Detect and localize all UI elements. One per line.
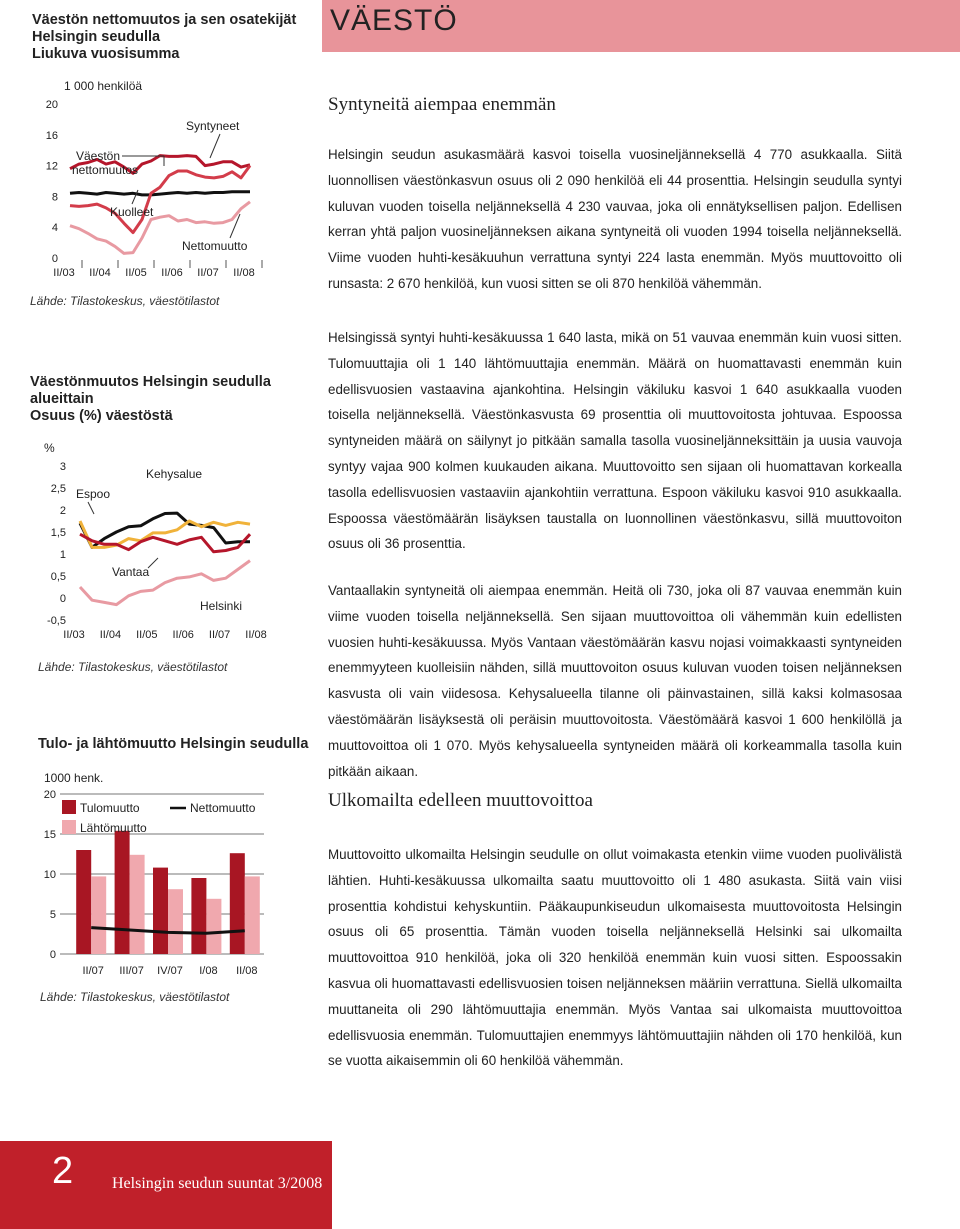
- x-tick-label: II/08: [236, 965, 258, 977]
- y-tick-label: 2,5: [50, 483, 66, 495]
- y-axis-unit: %: [44, 441, 55, 455]
- bar-tulomuutto: [153, 868, 168, 954]
- chart1-title: [32, 12, 296, 63]
- chart1-title-line: Liukuva vuosisumma: [32, 46, 180, 62]
- x-tick-label: II/03: [53, 267, 75, 279]
- bar-lahtomuutto: [91, 876, 106, 954]
- legend-label-tulomuutto: Tulomuutto: [80, 801, 140, 815]
- label-nettomuutos: nettomuutos: [72, 163, 139, 177]
- y-axis-unit: 1 000 henkilöä: [64, 79, 143, 93]
- bar-tulomuutto: [76, 850, 91, 954]
- y-tick-label: 20: [45, 99, 58, 111]
- y-axis-unit: 1000 henk.: [44, 771, 104, 785]
- bar-tulomuutto: [230, 853, 245, 954]
- x-tick-label: II/05: [125, 267, 147, 279]
- x-tick-label: II/06: [161, 267, 183, 279]
- y-tick-label: 0,5: [50, 571, 66, 583]
- legend-swatch-tulomuutto: [62, 800, 76, 814]
- y-tick-label: 12: [45, 160, 58, 173]
- x-tick-label: II/07: [197, 267, 219, 279]
- x-tick-label: I/08: [199, 965, 218, 977]
- leader-line: [148, 558, 158, 568]
- chart3-svg: [28, 770, 298, 980]
- chart2-title-line: alueittain: [30, 391, 94, 407]
- y-tick-label: 20: [43, 789, 56, 801]
- y-tick-label: 3: [59, 461, 66, 473]
- article-paragraph-3: Vantaallakin syntyneitä oli aiempaa enemmän. Heitä oli 730, joka oli 87 vauvaa enemmän kuin viime vuoden toisella neljänneksellä. Sen sijaan muuttovoittoa oli vähemmän kuin edellisten vuosien huhti-kesäkuussa. Myös Vantaan väestömäärän kasvu nojasi voimakkaasti syntyneiden enemmyyteen kuolleisiin nähden, sillä muuttovoiton osuus kuluvan vuoden toisen neljänneksen kasvusta oli vain viidesosa. Kehysalueella tilanne oli päinvastainen, sillä kaksi kolmasosaa väestömäärän lisäyksestä oli peräisin muuttovoitosta. Väestömäärä kasvoi 1 600 henkilöllä ja muuttovoittoa oli 1 070. Myös kehysalueella syntyneiden määrä oli korkeammalla tasolla kuin pitkään aikaan.: [328, 583, 902, 779]
- x-tick-label: II/06: [172, 629, 194, 641]
- y-tick-label: 1: [59, 549, 66, 561]
- y-tick-label: 5: [49, 909, 56, 921]
- bar-lahtomuutto: [130, 855, 145, 954]
- chart2-title-line: Osuus (%) väestöstä: [30, 408, 173, 424]
- article-paragraph-1: Helsingin seudun asukasmäärä kasvoi toisella vuosineljänneksellä 4 770 asukkaalla. Siitä luonnollisen väestönkasvun osuus oli 2 090 henkilöä eli 44 prosenttia. Helsingin seudulla syntyi kuluvan vuoden toisella neljänneksellä 4 230 vauvaa, joka oli ennätyksellisen paljon. Edellisen kerran yhtä paljon vuosineljänneksen aikana syntyneitä oli vuoden 1994 toisella neljänneksellä. Viime vuoden huhti-kesäkuuhun verrattuna syntyi 224 lasta enemmän. Myös muuttovoitto oli runsasta: 2 670 henkilöä, kun vuosi sitten se oli 870 henkilöä vähemmän.: [328, 147, 902, 291]
- y-tick-label: 1,5: [50, 527, 66, 539]
- x-tick-label: II/05: [136, 629, 158, 641]
- chart2-source: Lähde: Tilastokeskus, väestötilastot: [38, 660, 228, 674]
- bar-lahtomuutto: [206, 899, 221, 954]
- bar-tulomuutto: [115, 831, 130, 954]
- article-paragraph-2: Helsingissä syntyi huhti-kesäkuussa 1 640 lasta, mikä on 51 vauvaa enemmän kuin vuosi sitten. Tulomuuttajia oli 1 140 lähtömuuttajia enemmän. Määrä on huomattavasti enemmän kuin edellisvuosien vastaavina ajankohtina. Helsingin väkiluku kasvoi 1 640 asukkaalla vuoden toisella neljänneksellä. Väestönkasvusta 69 prosenttia oli muuttovoitosta johtuvaa. Espoossa syntyneiden määrä on säilynyt jo pitkään samalla tasolla vuosineljänneksittäin ja uusia vauvoja syntyy vajaa 900 kolmen kuukauden aikana. Muuttovoitto sen sijaan oli huomattavan korkealla tasolla edellisvuosien vastaaviin ajankohtiin verrattuna. Espoon väkiluku kasvoi 910 asukkaalla. Espoossa väestömäärän lisäyksen taustalla on luonnollinen väestönkasvu, sillä muuttovoiton osuus oli 36 prosenttia.: [328, 330, 902, 552]
- label-nettomuutto: Nettomuutto: [182, 239, 248, 253]
- y-tick-label: 0: [51, 253, 58, 265]
- chart1-source: Lähde: Tilastokeskus, väestötilastot: [30, 294, 220, 308]
- label-vantaa: Vantaa: [112, 565, 150, 579]
- x-tick-label: II/04: [99, 629, 122, 641]
- bar-lahtomuutto: [168, 889, 183, 954]
- y-tick-label: -0,5: [47, 615, 66, 627]
- x-tick-label: II/07: [208, 629, 231, 641]
- chart1-svg: [28, 78, 298, 288]
- publication-name: Helsingin seudun suuntat 3/2008: [112, 1175, 323, 1192]
- article-heading-1: Syntyneitä aiempaa enemmän: [328, 94, 556, 115]
- leader-line: [88, 502, 94, 514]
- chart1-title-line: Helsingin seudulla: [32, 29, 161, 45]
- bar-tulomuutto: [191, 878, 206, 954]
- y-tick-label: 15: [43, 829, 56, 841]
- chart1-title-line: Väestön nettomuutos ja sen osatekijät: [32, 12, 297, 28]
- section-title: VÄESTÖ: [330, 4, 458, 37]
- y-tick-label: 8: [51, 191, 58, 204]
- y-tick-label: 16: [45, 129, 58, 142]
- chart3-title: Tulo- ja lähtömuutto Helsingin seudulla: [38, 736, 309, 752]
- label-kehysalue: Kehysalue: [146, 467, 203, 481]
- y-tick-label: 2: [59, 505, 66, 517]
- chart3-source: Lähde: Tilastokeskus, väestötilastot: [40, 990, 230, 1004]
- leader-line: [210, 134, 220, 158]
- page-number: 2: [52, 1150, 74, 1192]
- label-nettomuutos: Väestön: [76, 149, 121, 163]
- legend-label-nettomuutto: Nettomuutto: [190, 801, 256, 815]
- label-helsinki: Helsinki: [200, 599, 243, 613]
- x-tick-label: II/08: [245, 629, 267, 641]
- x-tick-label: II/04: [89, 267, 111, 279]
- article-paragraph-4: Muuttovoitto ulkomailta Helsingin seudulle on ollut voimakasta etenkin viime vuoden puolivälistä lähtien. Huhti-kesäkuussa ulkomailta saatu muuttovoitto oli 1 480 asukasta. Siitä vain viisi prosenttia kohdistui kehyskuntiin. Pääkaupunkiseudun ulkomaisesta muuttovoitosta Helsingin osuus oli 65 prosenttia. Tämän vuoden toisella neljänneksellä Helsinki sai ulkomailta muuttovoittoa 910 henkilöä, joka oli 320 henkilöä enemmän kuin vuosi sitten. Espoossakin kasvua oli huomattavasti edellisvuosien toisen neljänneksen määriin verrattuna. Siellä ulkomailta muuttaneita oli 290 lähtömuuttajia enemmän. Myös Vantaa sai ulkomaista muuttovoittoa edellisvuosia enemmän. Tulomuuttajien enemmyys lähtömuuttajiin nähden oli 170 henkilöä, kun se vuotta aikaisemmin oli 60 henkilöä vähemmän.: [328, 847, 902, 1069]
- y-tick-label: 0: [59, 593, 66, 605]
- label-espoo: Espoo: [76, 487, 111, 501]
- x-tick-label: II/03: [63, 629, 85, 641]
- y-tick-label: 4: [51, 222, 58, 235]
- chart2-title-line: Väestönmuutos Helsingin seudulla: [30, 374, 271, 390]
- legend-label-lahtomuutto: Lähtömuutto: [80, 821, 147, 835]
- series-line-kuolleet: [70, 192, 250, 195]
- y-tick-label: 0: [49, 949, 56, 961]
- x-tick-label: II/08: [233, 267, 255, 279]
- x-tick-label: IV/07: [157, 965, 183, 977]
- chart2-title: [30, 374, 271, 425]
- bar-lahtomuutto: [245, 876, 260, 954]
- x-tick-label: II/07: [82, 965, 104, 977]
- label-kuolleet: Kuolleet: [110, 205, 154, 219]
- legend-swatch-lahtomuutto: [62, 820, 76, 834]
- y-tick-label: 10: [43, 869, 56, 881]
- label-syntyneet: Syntyneet: [186, 119, 240, 133]
- article-heading-2: Ulkomailta edelleen muuttovoittoa: [328, 790, 593, 811]
- series-line-helsinki: [80, 561, 250, 605]
- x-tick-label: III/07: [119, 965, 144, 977]
- chart2-svg: [28, 438, 298, 648]
